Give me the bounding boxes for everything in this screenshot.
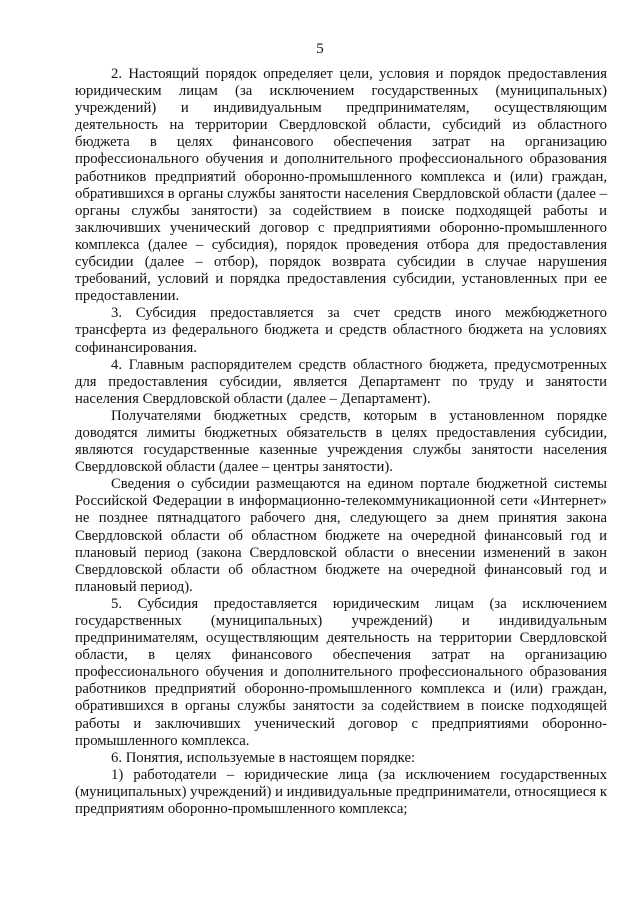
paragraph-2: 2. Настоящий порядок определяет цели, условия и порядок предоставления юридическим лицам (за исключением государственных (муниципальных) учреждений) и индивидуальным предпринимателям, осуществляющим деятельность на территории Свердловской области, субсидий из областного бюджета в целях финансового обеспечения затрат на организацию профессионального обучения и дополнительного профессионального образования работников предприятий оборонно-промышленного комплекса и (или) граждан, обратившихся в органы службы занятости населения Свердловской области (далее – органы службы занятости) за содействием в поиске подходящей работы и заключивших ученический договор с предприятиями оборонно-промышленного комплекса (далее – субсидия), порядок проведения отбора для предоставления субсидии (далее – отбор), порядок возврата субсидии в случае нарушения требований, условий и порядка предоставления субсидии, установленных при ее предоставлении. bbox=[75, 66, 607, 305]
page-number: 5 bbox=[316, 41, 324, 57]
paragraph-4: 4. Главным распорядителем средств областного бюджета, предусмотренных для предоставления субсидии, является Департамент по труду и занятости населения Свердловской области (далее – Департамент). bbox=[75, 356, 607, 407]
paragraph-6-item-1: 1) работодатели – юридические лица (за исключением государственных (муниципальных) учреждений) и индивидуальные предприниматели, относящиеся к предприятиям оборонно-промышленного комплекса; bbox=[75, 766, 607, 818]
paragraph-publication: Сведения о субсидии размещаются на едином портале бюджетной системы Российской Федерации в информационно-телекоммуникационной сети «Интернет» не позднее пятнадцатого рабочего дня, следующего за днем принятия закона Свердловской области об областном бюджете на очередной финансовый год и плановый период (закона Свердловской области о внесении изменений в закон Свердловской области об областном бюджете на очередной финансовый год и плановый период). bbox=[75, 476, 607, 595]
paragraph-6: 6. Понятия, используемые в настоящем порядке: bbox=[111, 749, 416, 766]
document-body bbox=[75, 66, 607, 818]
paragraph-3: 3. Субсидия предоставляется за счет средств иного межбюджетного трансферта из федерального бюджета и средств областного бюджета на условиях софинансирования. bbox=[75, 305, 607, 356]
paragraph-recipients: Получателями бюджетных средств, которым в установленном порядке доводятся лимиты бюджетных обязательств в целях предоставления субсидии, являются государственные казенные учреждения службы занятости населения Свердловской области (далее – центры занятости). bbox=[75, 407, 607, 476]
paragraph-5: 5. Субсидия предоставляется юридическим лицам (за исключением государственных (муниципальных) учреждений) и индивидуальным предпринимателям, осуществляющим деятельность на территории Свердловской области, в целях финансового обеспечения затрат на организацию профессионального обучения и дополнительного профессионального образования работников предприятий оборонно-промышленного комплекса и (или) граждан, обратившихся в органы службы занятости за содействием в поиске подходящей работы и заключивших ученический договор с предприятиями оборонно-промышленного комплекса. bbox=[75, 595, 607, 749]
